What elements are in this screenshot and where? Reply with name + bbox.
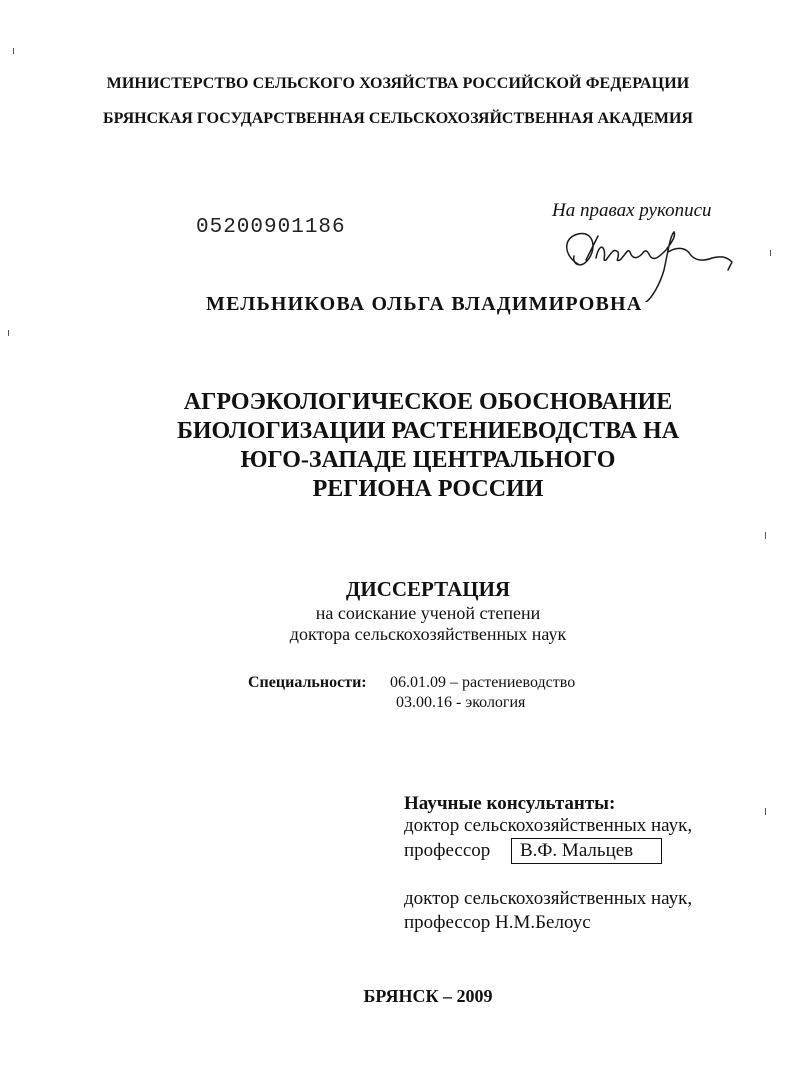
scan-mark: [765, 808, 766, 815]
consultant-1-title: профессор: [404, 840, 491, 861]
consultant-1-degree: доктор сельскохозяйственных наук,: [404, 815, 693, 836]
scan-mark: [770, 250, 771, 256]
handwritten-signature: [556, 222, 746, 302]
author-name: МЕЛЬНИКОВА ОЛЬГА ВЛАДИМИРОВНА: [206, 293, 643, 315]
inventory-number: 05200901186: [196, 216, 346, 239]
degree-purpose-line-1: на соискание ученой степени: [315, 603, 541, 623]
consultant-2-degree: доктор сельскохозяйственных наук,: [404, 888, 693, 909]
title-line-3: ЮГО-ЗАПАДЕ ЦЕНТРАЛЬНОГО: [240, 447, 616, 473]
consultants-heading: Научные консультанты:: [404, 793, 616, 814]
consultant-2-line: профессор Н.М.Белоус: [404, 912, 591, 933]
academy-heading: БРЯНСКАЯ ГОСУДАРСТВЕННАЯ СЕЛЬСКОХОЗЯЙСТВЕННАЯ АКАДЕМИЯ: [103, 110, 693, 127]
rights-note: На правах рукописи: [552, 200, 712, 221]
consultant-1-name-box: В.Ф. Мальцев: [511, 838, 662, 864]
scan-mark: [765, 532, 766, 539]
degree-purpose-line-2: доктора сельскохозяйственных наук: [289, 624, 567, 644]
city-year: БРЯНСК – 2009: [363, 986, 493, 1006]
title-line-2: БИОЛОГИЗАЦИИ РАСТЕНИЕВОДСТВА НА: [176, 418, 680, 444]
specialty-2: 03.00.16 - экология: [396, 694, 526, 711]
document-type: ДИССЕРТАЦИЯ: [345, 577, 511, 601]
dissertation-title: [0, 388, 796, 504]
specialty-1: 06.01.09 – растениеводство: [390, 674, 576, 691]
specialties-label: Специальности:: [248, 674, 367, 691]
title-line-1: АГРОЭКОЛОГИЧЕСКОЕ ОБОСНОВАНИЕ: [183, 389, 673, 415]
scan-mark: [8, 330, 9, 336]
title-line-4: РЕГИОНА РОССИИ: [312, 476, 544, 502]
ministry-heading: МИНИСТЕРСТВО СЕЛЬСКОГО ХОЗЯЙСТВА РОССИЙСКОЙ ФЕДЕРАЦИИ: [106, 75, 690, 92]
scan-mark: [13, 48, 14, 54]
